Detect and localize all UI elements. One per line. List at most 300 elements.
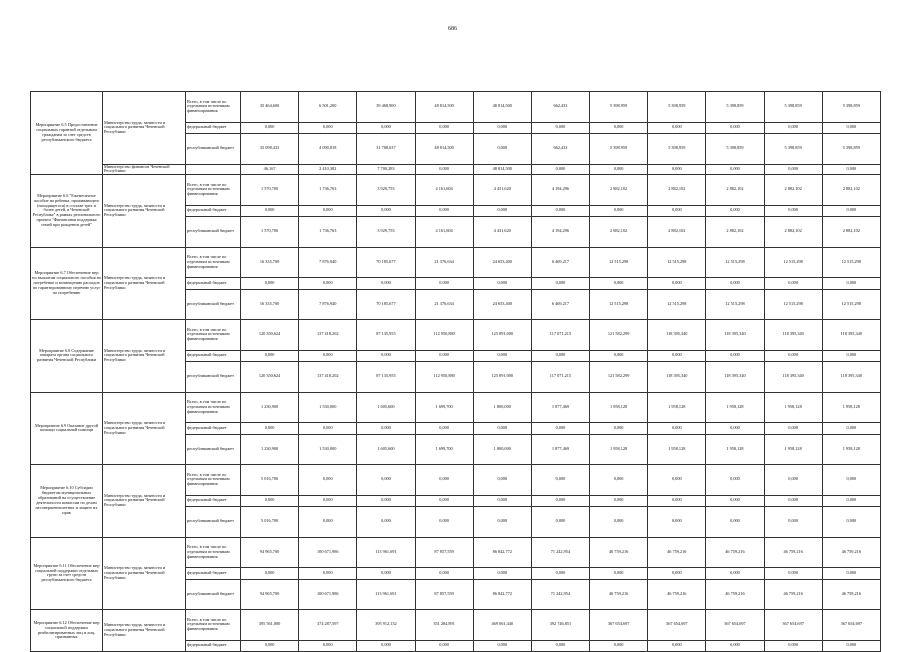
amount-cell: 0,000	[590, 568, 648, 580]
amount-cell: 0,000	[822, 640, 880, 652]
amount-cell: 87 135,955	[357, 362, 415, 393]
amount-cell: 5 016,700	[241, 507, 299, 538]
amount-cell: 5 398,959	[648, 134, 706, 165]
amount-cell: 2 882,102	[648, 217, 706, 248]
amount-cell: 0,000	[415, 640, 473, 652]
amount-cell: 392 746,851	[531, 610, 589, 641]
amount-cell: 0,000	[241, 423, 299, 435]
amount-cell: 46 759,216	[706, 537, 764, 568]
measure-cell: Мероприятие 6.6 "Ежемесячное пособие на ребенка, проживающего (находящегося) в составе трех и более детей, в Чеченской Республике" в рамках регионального проекта "Финансовая поддержка семей при рождении детей"	[31, 175, 103, 248]
amount-cell: 6 469,217	[531, 289, 589, 320]
amount-cell: 4 090,818	[299, 134, 357, 165]
amount-cell: 94 965,700	[241, 537, 299, 568]
amount-cell: 0,000	[531, 122, 589, 134]
amount-cell: 0,000	[415, 495, 473, 507]
amount-cell: 1 958,128	[706, 434, 764, 465]
executor-cell: Министерство финансов Чеченской Республики	[103, 164, 186, 175]
executor-cell: Министерство труда, занятости и социального развития Чеченской Республики	[103, 320, 186, 393]
amount-cell: 0,000	[531, 423, 589, 435]
amount-cell: 0,000	[648, 164, 706, 175]
amount-cell: 71 242,954	[531, 579, 589, 610]
amount-cell: 0,000	[473, 465, 531, 496]
amount-cell: 24 653,400	[473, 289, 531, 320]
funding-source-cell: республиканский бюджет	[186, 289, 241, 320]
amount-cell: 0,000	[764, 205, 822, 217]
executor-cell: Министерство труда, занятости и социального развития Чеченской Республики	[103, 610, 186, 652]
amount-cell: 0,000	[822, 507, 880, 538]
table-row	[31, 610, 881, 641]
amount-cell: 0,000	[531, 465, 589, 496]
amount-cell: 1 605,600	[357, 392, 415, 423]
amount-cell: 1 530,000	[299, 434, 357, 465]
amount-cell: 2 882,102	[822, 175, 880, 206]
amount-cell: 1 877,469	[531, 434, 589, 465]
amount-cell: 7 876,940	[299, 289, 357, 320]
amount-cell: 125 891,000	[473, 320, 531, 351]
amount-cell: 117 071,215	[531, 362, 589, 393]
amount-cell: 48 814,500	[473, 164, 531, 175]
amount-cell: 0,000	[357, 640, 415, 652]
amount-cell: 5 398,859	[822, 134, 880, 165]
amount-cell: 12 515,298	[822, 247, 880, 278]
amount-cell: 0,000	[473, 122, 531, 134]
amount-cell: 46 759,216	[590, 579, 648, 610]
measure-cell: Мероприятие 6.11 Обеспечение мер социальной поддержки отдельных групп за счет средств республиканского бюджета	[31, 537, 103, 610]
amount-cell: 0,000	[415, 205, 473, 217]
amount-cell: 367 654,697	[822, 610, 880, 641]
amount-cell: 0,000	[357, 568, 415, 580]
amount-cell: 0,000	[706, 465, 764, 496]
amount-cell: 0,000	[531, 164, 589, 175]
amount-cell: 0,000	[531, 278, 589, 290]
amount-cell: 5 398,859	[822, 92, 880, 123]
funding-source-cell: федеральный бюджет	[186, 495, 241, 507]
amount-cell: 48 814,500	[415, 92, 473, 123]
amount-cell: 0,000	[764, 164, 822, 175]
amount-cell: 48 814,500	[473, 92, 531, 123]
amount-cell: 0,000	[822, 205, 880, 217]
amount-cell: 0,000	[531, 507, 589, 538]
amount-cell: 46 759,216	[706, 579, 764, 610]
amount-cell: 0,000	[764, 568, 822, 580]
amount-cell: 0,000	[590, 164, 648, 175]
amount-cell: 112 950,880	[415, 320, 473, 351]
amount-cell: 1 570,700	[241, 217, 299, 248]
amount-cell: 0,000	[706, 640, 764, 652]
amount-cell: 1 958,128	[822, 434, 880, 465]
amount-cell: 1 958,128	[764, 392, 822, 423]
amount-cell: 0,000	[706, 423, 764, 435]
amount-cell: 0,000	[706, 495, 764, 507]
funding-source-cell: федеральный бюджет	[186, 122, 241, 134]
amount-cell: 0,000	[415, 465, 473, 496]
executor-cell: Министерство труда, занятости и социального развития Чеченской Республики	[103, 247, 186, 320]
funding-source-cell: федеральный бюджет	[186, 568, 241, 580]
amount-cell: 5 398,859	[706, 92, 764, 123]
amount-cell: 0,000	[357, 350, 415, 362]
funding-source-cell: Всего, в том числе по отдельным источникам финансирования	[186, 320, 241, 351]
amount-cell: 1 570,700	[241, 175, 299, 206]
amount-cell: 137 418,202	[299, 362, 357, 393]
amount-cell: 5 398,859	[764, 134, 822, 165]
amount-cell: 0,000	[764, 278, 822, 290]
amount-cell: 0,000	[241, 278, 299, 290]
amount-cell: 0,000	[764, 122, 822, 134]
amount-cell: 4 161,604	[415, 175, 473, 206]
funding-source-cell: республиканский бюджет	[186, 217, 241, 248]
amount-cell: 367 654,697	[706, 610, 764, 641]
amount-cell: 118 395,340	[648, 362, 706, 393]
amount-cell: 35 464,600	[241, 92, 299, 123]
amount-cell: 0,000	[706, 278, 764, 290]
amount-cell: 2 882,102	[706, 175, 764, 206]
amount-cell: 46 759,216	[764, 537, 822, 568]
amount-cell: 46 759,216	[648, 537, 706, 568]
table-row	[31, 164, 881, 175]
amount-cell: 0,000	[648, 568, 706, 580]
amount-cell: 0,000	[648, 423, 706, 435]
funding-source-cell: республиканский бюджет	[186, 434, 241, 465]
amount-cell: 0,000	[299, 507, 357, 538]
amount-cell: 0,000	[415, 278, 473, 290]
amount-cell: 662,433	[531, 92, 589, 123]
amount-cell: 2 882,102	[648, 175, 706, 206]
amount-cell: 71 242,954	[531, 537, 589, 568]
amount-cell: 2 882,102	[706, 217, 764, 248]
funding-source-cell: Всего, в том числе по отдельным источникам финансирования	[186, 465, 241, 496]
amount-cell: 0,000	[415, 568, 473, 580]
amount-cell: 0,000	[473, 350, 531, 362]
amount-cell: 0,000	[822, 278, 880, 290]
amount-cell: 469 061,440	[473, 610, 531, 641]
amount-cell: 12 515,298	[648, 247, 706, 278]
amount-cell: 0,000	[764, 350, 822, 362]
amount-cell: 3 929,753	[357, 175, 415, 206]
executor-cell: Министерство труда, занятости и социального развития Чеченской Республики	[103, 175, 186, 248]
amount-cell: 0,000	[299, 350, 357, 362]
amount-cell: 662,433	[531, 134, 589, 165]
amount-cell: 0,000	[241, 495, 299, 507]
amount-cell: 2 882,102	[764, 217, 822, 248]
amount-cell: 0,000	[822, 122, 880, 134]
amount-cell: 1 230,900	[241, 392, 299, 423]
amount-cell: 121 582,299	[590, 320, 648, 351]
amount-cell: 1 699,700	[415, 434, 473, 465]
table-row	[31, 320, 881, 351]
amount-cell: 7 876,940	[299, 247, 357, 278]
amount-cell: 5 398,859	[764, 92, 822, 123]
amount-cell: 0,000	[531, 495, 589, 507]
amount-cell: 1 736,763	[299, 175, 357, 206]
amount-cell: 0,000	[706, 507, 764, 538]
amount-cell: 118 395,340	[822, 362, 880, 393]
amount-cell: 395 912,132	[357, 610, 415, 641]
measure-cell: Мероприятие 6.8 Содержание аппарата органа социального развития Чеченской Республики	[31, 320, 103, 393]
amount-cell: 1 230,900	[241, 434, 299, 465]
executor-cell: Министерство труда, занятости и социального развития Чеченской Республики	[103, 537, 186, 610]
funding-source-cell: республиканский бюджет	[186, 134, 241, 165]
amount-cell: 21 376,634	[415, 289, 473, 320]
amount-cell: 120 350,624	[241, 362, 299, 393]
amount-cell: 5 398,959	[648, 92, 706, 123]
amount-cell: 0,000	[241, 122, 299, 134]
amount-cell: 94 965,700	[241, 579, 299, 610]
amount-cell: 118 395,340	[706, 362, 764, 393]
amount-cell: 12 515,298	[764, 289, 822, 320]
amount-cell: 0,000	[299, 465, 357, 496]
amount-cell: 0,000	[822, 164, 880, 175]
amount-cell: 1 530,000	[299, 392, 357, 423]
amount-cell: 16 335,700	[241, 247, 299, 278]
amount-cell: 39 468,900	[357, 92, 415, 123]
amount-cell: 6 469,217	[531, 247, 589, 278]
amount-cell: 0,000	[473, 507, 531, 538]
budget-table	[30, 91, 881, 652]
funding-source-cell: федеральный бюджет	[186, 423, 241, 435]
amount-cell: 0,000	[531, 568, 589, 580]
amount-cell: 0,000	[531, 640, 589, 652]
amount-cell: 112 950,880	[415, 362, 473, 393]
amount-cell: 0,000	[357, 465, 415, 496]
amount-cell: 0,000	[357, 423, 415, 435]
amount-cell: 1 958,128	[590, 434, 648, 465]
executor-cell: Министерство труда, занятости и социального развития Чеченской Республики	[103, 392, 186, 465]
funding-source-cell: республиканский бюджет	[186, 579, 241, 610]
measure-cell: Мероприятие 6.12 Обеспечение мер социальной поддержки реабилитированных лиц и лиц, признанных	[31, 610, 103, 652]
amount-cell: 395 561,000	[241, 610, 299, 641]
amount-cell: 0,000	[241, 568, 299, 580]
amount-cell: 1 958,128	[648, 392, 706, 423]
amount-cell: 0,000	[822, 465, 880, 496]
amount-cell: 24 653,400	[473, 247, 531, 278]
funding-source-cell: федеральный бюджет	[186, 350, 241, 362]
amount-cell: 0,000	[473, 205, 531, 217]
amount-cell: 1 958,128	[590, 392, 648, 423]
funding-source-cell	[186, 164, 241, 175]
amount-cell: 0,000	[241, 350, 299, 362]
amount-cell: 125 891,000	[473, 362, 531, 393]
amount-cell: 4 161,604	[415, 217, 473, 248]
amount-cell: 1 958,128	[648, 434, 706, 465]
amount-cell: 46 759,216	[648, 579, 706, 610]
amount-cell: 70 185,677	[357, 289, 415, 320]
amount-cell: 6 501,200	[299, 92, 357, 123]
amount-cell: 0,000	[531, 205, 589, 217]
amount-cell: 0,000	[822, 350, 880, 362]
table-row	[31, 537, 881, 568]
amount-cell: 1 877,469	[531, 392, 589, 423]
amount-cell: 100 671,986	[299, 537, 357, 568]
funding-source-cell: федеральный бюджет	[186, 278, 241, 290]
amount-cell: 118 395,340	[822, 320, 880, 351]
amount-cell: 0,000	[648, 122, 706, 134]
executor-cell: Министерство труда, занятости и социального развития Чеченской Республики	[103, 92, 186, 165]
amount-cell: 0,000	[590, 205, 648, 217]
table-row	[31, 92, 881, 123]
funding-source-cell: Всего, в том числе по отдельным источникам финансирования	[186, 247, 241, 278]
funding-source-cell: Всего, в том числе по отдельным источникам финансирования	[186, 610, 241, 641]
amount-cell: 0,000	[648, 350, 706, 362]
funding-source-cell: Всего, в том числе по отдельным источникам финансирования	[186, 537, 241, 568]
amount-cell: 46 759,216	[590, 537, 648, 568]
amount-cell: 0,000	[822, 423, 880, 435]
amount-cell: 1 958,128	[822, 392, 880, 423]
amount-cell: 87 857,559	[415, 537, 473, 568]
amount-cell: 1 605,600	[357, 434, 415, 465]
amount-cell: 0,000	[764, 640, 822, 652]
amount-cell: 12 515,298	[590, 289, 648, 320]
amount-cell: 0,000	[473, 495, 531, 507]
amount-cell: 0,000	[415, 122, 473, 134]
funding-source-cell: республиканский бюджет	[186, 362, 241, 393]
amount-cell: 5 398,959	[590, 92, 648, 123]
amount-cell: 1 800,000	[473, 392, 531, 423]
amount-cell: 46,167	[241, 164, 299, 175]
amount-cell: 0,000	[473, 134, 531, 165]
amount-cell: 2 882,102	[590, 175, 648, 206]
amount-cell: 100 671,986	[299, 579, 357, 610]
funding-source-cell: федеральный бюджет	[186, 205, 241, 217]
amount-cell: 86 842,772	[473, 537, 531, 568]
amount-cell: 1 800,000	[473, 434, 531, 465]
amount-cell: 0,000	[415, 507, 473, 538]
amount-cell: 2 882,102	[822, 217, 880, 248]
amount-cell: 0,000	[706, 350, 764, 362]
amount-cell: 0,000	[648, 495, 706, 507]
amount-cell: 0,000	[473, 568, 531, 580]
amount-cell: 16 335,700	[241, 289, 299, 320]
amount-cell: 0,000	[590, 640, 648, 652]
amount-cell: 0,000	[764, 423, 822, 435]
amount-cell: 0,000	[764, 465, 822, 496]
amount-cell: 0,000	[299, 495, 357, 507]
amount-cell: 0,000	[590, 423, 648, 435]
amount-cell: 0,000	[590, 507, 648, 538]
measure-cell: Мероприятие 6.7 Обеспечение мер по выплатам социального пособия на погребение и возмещению расходов по гарантированному перечню услуг по погребению	[31, 247, 103, 320]
amount-cell: 0,000	[706, 164, 764, 175]
amount-cell: 12 515,298	[706, 289, 764, 320]
amount-cell: 118 395,340	[648, 320, 706, 351]
amount-cell: 0,000	[415, 423, 473, 435]
amount-cell: 0,000	[764, 507, 822, 538]
measure-cell: Мероприятие 6.10 Субсидии бюджетам муниципальных образований на осуществление деятельности комиссии по делам несовершеннолетних и защите их прав	[31, 465, 103, 538]
amount-cell: 46 759,216	[822, 579, 880, 610]
measure-cell: Мероприятие 6.5 Предоставление социальных гарантий отдельным гражданам за счет средств республиканского бюджета	[31, 92, 103, 175]
funding-source-cell: Всего, в том числе по отдельным источникам финансирования	[186, 92, 241, 123]
amount-cell: 12 515,298	[764, 247, 822, 278]
executor-cell: Министерство труда, занятости и социального развития Чеченской Республики	[103, 465, 186, 538]
amount-cell: 70 185,677	[357, 247, 415, 278]
amount-cell: 0,000	[590, 350, 648, 362]
amount-cell: 118 395,340	[764, 362, 822, 393]
amount-cell: 12 515,298	[706, 247, 764, 278]
amount-cell: 7 700,283	[357, 164, 415, 175]
amount-cell: 5 398,859	[706, 134, 764, 165]
amount-cell: 12 515,298	[590, 247, 648, 278]
amount-cell: 46 759,216	[764, 579, 822, 610]
measure-cell: Мероприятие 6.9 Оказание другой помощи социальной помощи	[31, 392, 103, 465]
amount-cell: 12 515,298	[822, 289, 880, 320]
amount-cell: 0,000	[531, 350, 589, 362]
amount-cell: 367 654,697	[764, 610, 822, 641]
amount-cell: 0,000	[299, 122, 357, 134]
amount-cell: 31 788,637	[357, 134, 415, 165]
amount-cell: 3 929,753	[357, 217, 415, 248]
amount-cell: 4 431,620	[473, 175, 531, 206]
amount-cell: 5 016,700	[241, 465, 299, 496]
amount-cell: 0,000	[357, 122, 415, 134]
table-row	[31, 247, 881, 278]
amount-cell: 0,000	[241, 205, 299, 217]
amount-cell: 87 135,955	[357, 320, 415, 351]
amount-cell: 0,000	[590, 465, 648, 496]
amount-cell: 118 395,340	[764, 320, 822, 351]
funding-source-cell: республиканский бюджет	[186, 507, 241, 538]
amount-cell: 5 398,959	[590, 134, 648, 165]
amount-cell: 0,000	[299, 205, 357, 217]
amount-cell: 0,000	[415, 164, 473, 175]
funding-source-cell: федеральный бюджет	[186, 640, 241, 652]
amount-cell: 2 410,382	[299, 164, 357, 175]
amount-cell: 4 431,620	[473, 217, 531, 248]
amount-cell: 0,000	[648, 465, 706, 496]
amount-cell: 87 857,559	[415, 579, 473, 610]
amount-cell: 4 194,296	[531, 175, 589, 206]
table-row	[31, 392, 881, 423]
amount-cell: 0,000	[822, 568, 880, 580]
amount-cell: 0,000	[415, 350, 473, 362]
amount-cell: 0,000	[590, 278, 648, 290]
amount-cell: 113 961,691	[357, 579, 415, 610]
amount-cell: 367 654,697	[590, 610, 648, 641]
amount-cell: 46 759,216	[822, 537, 880, 568]
amount-cell: 0,000	[764, 495, 822, 507]
table-row	[31, 465, 881, 496]
amount-cell: 2 882,102	[764, 175, 822, 206]
amount-cell: 0,000	[473, 278, 531, 290]
amount-cell: 0,000	[241, 640, 299, 652]
amount-cell: 367 654,697	[648, 610, 706, 641]
amount-cell: 1 958,128	[706, 392, 764, 423]
page-number: 686	[448, 26, 457, 32]
amount-cell: 21 376,634	[415, 247, 473, 278]
amount-cell: 0,000	[648, 507, 706, 538]
amount-cell: 0,000	[648, 278, 706, 290]
amount-cell: 351 284,891	[415, 610, 473, 641]
table-row	[31, 175, 881, 206]
amount-cell: 0,000	[648, 640, 706, 652]
amount-cell: 0,000	[590, 122, 648, 134]
amount-cell: 374 287,597	[299, 610, 357, 641]
amount-cell: 117 071,215	[531, 320, 589, 351]
amount-cell: 0,000	[357, 278, 415, 290]
amount-cell: 1 958,128	[764, 434, 822, 465]
amount-cell: 0,000	[299, 278, 357, 290]
amount-cell: 12 515,298	[648, 289, 706, 320]
amount-cell: 120 350,624	[241, 320, 299, 351]
amount-cell: 0,000	[706, 122, 764, 134]
amount-cell: 0,000	[473, 640, 531, 652]
amount-cell: 0,000	[357, 205, 415, 217]
amount-cell: 1 699,700	[415, 392, 473, 423]
amount-cell: 0,000	[590, 495, 648, 507]
amount-cell: 48 814,500	[415, 134, 473, 165]
amount-cell: 0,000	[299, 568, 357, 580]
amount-cell: 0,000	[822, 495, 880, 507]
amount-cell: 4 194,296	[531, 217, 589, 248]
amount-cell: 86 842,772	[473, 579, 531, 610]
funding-source-cell: Всего, в том числе по отдельным источникам финансирования	[186, 175, 241, 206]
